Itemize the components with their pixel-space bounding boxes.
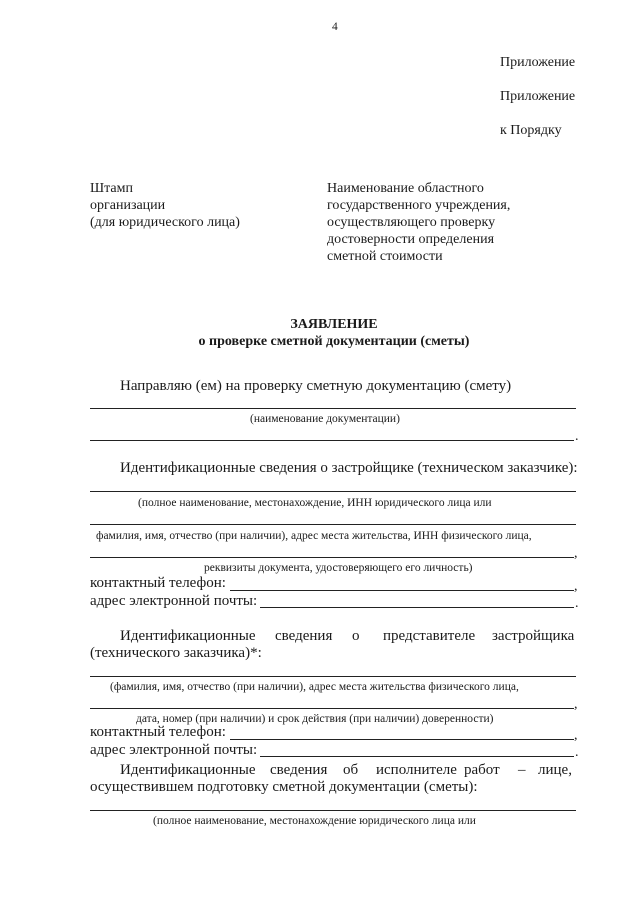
- line-end-period: .: [575, 745, 579, 760]
- contractor-intro-word: –: [518, 762, 526, 778]
- contractor-intro-word: об: [343, 762, 359, 778]
- stamp-label-org: организации: [90, 198, 166, 213]
- representative-intro-word: Идентификационные: [120, 628, 256, 644]
- developer-name-line[interactable]: [90, 491, 576, 492]
- developer-email-label: адрес электронной почты:: [90, 593, 258, 609]
- contractor-intro-word: сведения: [270, 762, 328, 778]
- document-title: ЗАЯВЛЕНИЕ: [290, 317, 378, 332]
- representative-phone-label: контактный телефон:: [90, 724, 226, 740]
- representative-hint-1: (фамилия, имя, отчество (при наличии), адрес места жительства физического лица,: [110, 681, 519, 693]
- contractor-intro-line-2: осуществившем подготовку сметной документации (сметы):: [90, 779, 478, 795]
- contractor-hint-1: (полное наименование, местонахождение юридического лица или: [153, 815, 476, 827]
- line-end-period: .: [575, 596, 579, 611]
- document-subtitle: о проверке сметной документации (сметы): [198, 334, 470, 349]
- line-end-comma: ,: [574, 546, 578, 561]
- contractor-intro-word: работ: [464, 762, 500, 778]
- contractor-intro-word: исполнителе: [376, 762, 457, 778]
- contractor-intro-word: Идентификационные: [120, 762, 256, 778]
- developer-id-doc-line[interactable]: [90, 557, 574, 558]
- contractor-name-line[interactable]: [90, 810, 576, 811]
- developer-hint-2: фамилия, имя, отчество (при наличии), адрес места жительства, ИНН физического лица,: [96, 530, 532, 542]
- page-number: 4: [332, 21, 338, 33]
- representative-intro-word: представителе: [383, 628, 476, 644]
- documentation-name-line[interactable]: [90, 408, 576, 409]
- developer-phone-field[interactable]: [230, 590, 574, 591]
- representative-name-line[interactable]: [90, 676, 576, 677]
- appendix-label: Приложение: [500, 55, 576, 70]
- addressee-line-1: Наименование областного: [327, 181, 484, 196]
- representative-intro-word: застройщика: [492, 628, 575, 644]
- developer-email-field[interactable]: [260, 607, 574, 608]
- line-end-comma: ,: [574, 697, 578, 712]
- line-end-period: .: [575, 429, 579, 444]
- representative-phone-field[interactable]: [230, 739, 574, 740]
- addressee-line-3: осуществляющего проверку: [327, 215, 496, 230]
- developer-phone-label: контактный телефон:: [90, 575, 226, 591]
- addressee-line-4: достоверности определения: [327, 232, 495, 247]
- documentation-name-hint: (наименование документации): [250, 413, 400, 425]
- line-end-comma: ,: [574, 579, 578, 594]
- stamp-label-note: (для юридического лица): [90, 215, 240, 230]
- representative-email-field[interactable]: [260, 756, 574, 757]
- developer-details-line[interactable]: [90, 524, 576, 525]
- developer-hint-3: реквизиты документа, удостоверяющего его личность): [204, 562, 473, 574]
- developer-hint-1: (полное наименование, местонахождение, ИНН юридического лица или: [138, 497, 492, 509]
- representative-intro-line-2: (технического заказчика)*:: [90, 645, 262, 661]
- developer-intro: Идентификационные сведения о застройщике (техническом заказчике):: [120, 460, 578, 476]
- documentation-intro: Направляю (ем) на проверку сметную документацию (смету): [120, 378, 512, 394]
- representative-intro-word: сведения: [275, 628, 333, 644]
- documentation-name-line-2[interactable]: [90, 440, 574, 441]
- appendix-label-2: Приложение: [500, 89, 576, 104]
- procedure-reference: к Порядку: [500, 123, 562, 138]
- representative-power-of-attorney-line[interactable]: [90, 708, 574, 709]
- representative-hint-2: дата, номер (при наличии) и срок действия (при наличии) доверенности): [136, 713, 494, 725]
- addressee-line-5: сметной стоимости: [327, 249, 443, 264]
- contractor-intro-word: лице,: [538, 762, 572, 778]
- representative-intro-word: о: [352, 628, 360, 644]
- addressee-line-2: государственного учреждения,: [327, 198, 511, 213]
- line-end-comma: ,: [574, 728, 578, 743]
- representative-email-label: адрес электронной почты:: [90, 742, 258, 758]
- stamp-label: Штамп: [90, 181, 133, 196]
